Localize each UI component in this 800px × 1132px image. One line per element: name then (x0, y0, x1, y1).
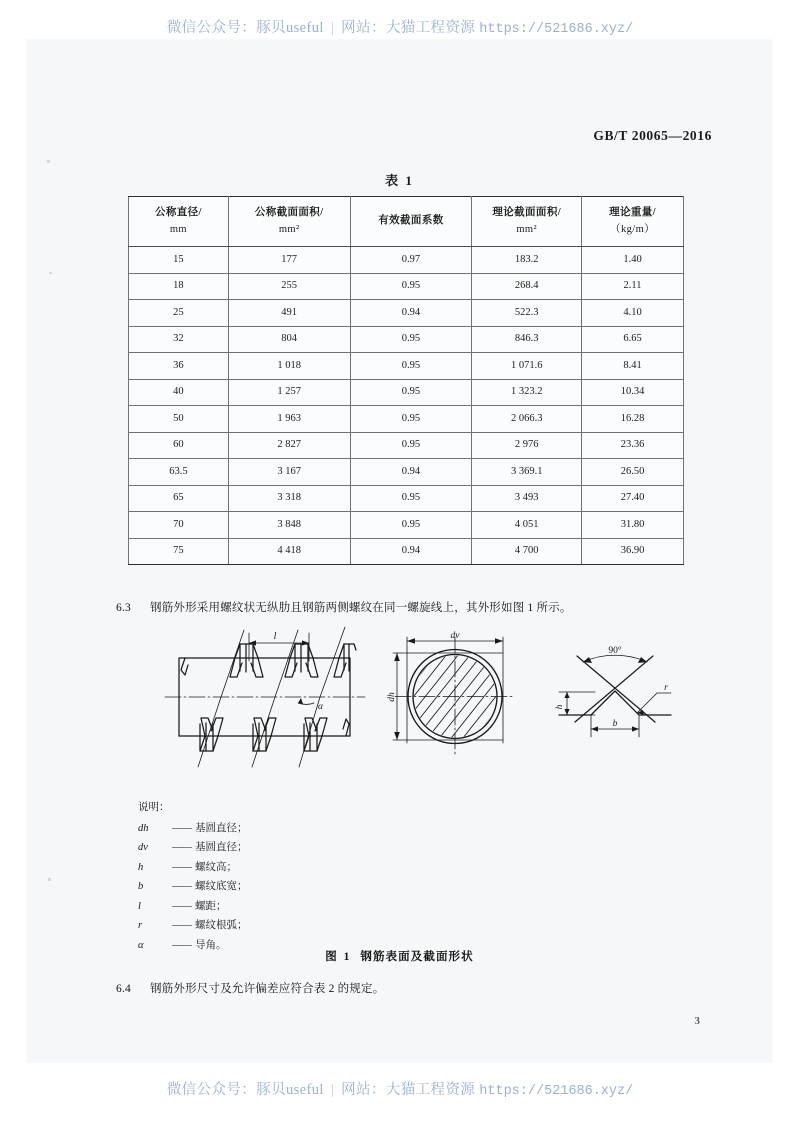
table-cell: 0.95 (350, 353, 472, 380)
table-cell: 3 318 (228, 485, 350, 512)
legend-symbol: r (138, 920, 143, 931)
table-cell: 0.95 (350, 485, 472, 512)
legend-dash: —— (172, 822, 191, 834)
watermark-wechat-label: 微信公众号： (166, 20, 257, 36)
figure-caption-number: 图 1 (325, 951, 352, 963)
table-cell: 255 (228, 273, 350, 300)
watermark-site-label: 网站： (341, 1082, 386, 1098)
watermark-site-name: 大猫工程资源 (385, 20, 476, 36)
legend-dash: —— (172, 842, 191, 853)
legend-dash: —— (172, 920, 191, 931)
table-row (129, 406, 684, 433)
table-cell: 183.2 (472, 247, 582, 274)
legend-description: 螺距； (195, 900, 227, 912)
legend-description: 螺纹底宽； (195, 881, 248, 892)
legend-symbol: dv (138, 842, 148, 853)
rebar-cross-section (385, 625, 523, 770)
table-cell: 1.40 (582, 247, 684, 274)
watermark-url: https://521686.xyz/ (479, 22, 634, 37)
figure-legend (138, 798, 248, 955)
legend-symbol: dh (138, 822, 149, 834)
table-cell: 63.5 (129, 459, 229, 486)
table-row (129, 273, 684, 300)
table-cell: 804 (228, 326, 350, 353)
table-header-cell (472, 197, 582, 247)
table-header-cell (228, 197, 350, 247)
watermark-top (0, 16, 800, 37)
legend-dash: —— (172, 861, 191, 873)
clause-6-3 (116, 599, 572, 615)
legend-rows (138, 819, 248, 956)
table-cell: 36 (129, 353, 229, 380)
scan-speck (47, 160, 50, 163)
watermark-site-label: 网站： (341, 20, 386, 36)
legend-item (138, 897, 248, 917)
header-unit: mm² (278, 224, 300, 235)
table-cell: 18 (129, 273, 229, 300)
table-cell: 1 257 (228, 379, 350, 406)
table-row (129, 300, 684, 327)
table-cell: 177 (228, 247, 350, 274)
table-cell: 2 976 (472, 432, 582, 459)
table-cell: 3 369.1 (472, 459, 582, 486)
header-name: 公称截面面积/ (254, 206, 324, 218)
table-cell: 1 963 (228, 406, 350, 433)
clause-number: 6.4 (116, 983, 131, 995)
legend-dash: —— (172, 900, 191, 912)
legend-symbol: h (138, 861, 144, 873)
header-name: 公称直径/ (154, 206, 202, 218)
table-cell: 32 (129, 326, 229, 353)
legend-description: 导角。 (195, 939, 227, 951)
table-cell: 4.10 (582, 300, 684, 327)
table-cell: 0.97 (350, 247, 472, 274)
standard-number: GB/T 20065—2016 (593, 128, 712, 143)
table-cell: 4 700 (472, 538, 582, 565)
legend-symbol: l (138, 900, 141, 912)
table-cell: 491 (228, 300, 350, 327)
figure-caption-text: 钢筋表面及截面形状 (360, 951, 474, 963)
table-cell: 846.3 (472, 326, 582, 353)
table-row (129, 432, 684, 459)
table-cell: 0.95 (350, 379, 472, 406)
table-title: 表 1 (385, 173, 414, 188)
table-cell: 27.40 (582, 485, 684, 512)
scan-speck (49, 272, 52, 274)
legend-dash: —— (172, 939, 191, 951)
table-cell: 0.94 (350, 300, 472, 327)
rebar-side-view (165, 627, 365, 767)
table-cell: 16.28 (582, 406, 684, 433)
legend-symbol: b (138, 881, 144, 892)
legend-description: 基圆直径； (195, 822, 248, 834)
figure-label-b: b (612, 719, 618, 729)
table-row (129, 512, 684, 539)
clause-number: 6.3 (116, 602, 131, 614)
legend-heading: 说明： (138, 802, 170, 813)
table-cell: 70 (129, 512, 229, 539)
document-page (27, 40, 772, 1062)
table-header-cell (582, 197, 684, 247)
table-cell: 3 167 (228, 459, 350, 486)
table-cell: 0.95 (350, 273, 472, 300)
figure-label-h: h (555, 704, 565, 710)
header-name: 有效截面系数 (378, 215, 444, 227)
watermark-wechat-name: 豚贝useful (256, 20, 324, 36)
watermark-wechat-name: 豚贝useful (256, 1082, 324, 1098)
table-cell: 0.95 (350, 432, 472, 459)
legend-description: 螺纹高； (195, 861, 237, 873)
table-cell: 36.90 (582, 538, 684, 565)
figure-caption (27, 948, 772, 964)
header-unit: （kg/m） (610, 224, 656, 235)
figure-label-alpha: α (318, 702, 323, 712)
header-unit: mm (169, 224, 187, 235)
figure-label-pitch: l (273, 631, 277, 642)
watermark-separator: | (330, 20, 335, 36)
table-row (129, 459, 684, 486)
legend-description: 基圆直径； (195, 842, 248, 853)
figure-label-90deg: 90° (608, 646, 622, 656)
clause-text: 钢筋外形采用螺纹状无纵肋且钢筋两侧螺纹在同一螺旋线上，其外形如图 1 所示。 (150, 602, 572, 614)
table-cell: 3 848 (228, 512, 350, 539)
table-cell: 10.34 (582, 379, 684, 406)
header-name: 理论截面面积/ (492, 206, 562, 218)
table-body (129, 247, 684, 565)
table-cell: 60 (129, 432, 229, 459)
table-cell: 2.11 (582, 273, 684, 300)
legend-description: 螺纹根弧； (195, 920, 248, 931)
table-row (129, 485, 684, 512)
legend-dash: —— (172, 881, 191, 892)
page-number: 3 (694, 1015, 700, 1027)
header-name: 理论重量/ (609, 206, 656, 218)
table-cell: 1 018 (228, 353, 350, 380)
table-cell: 65 (129, 485, 229, 512)
legend-item (138, 858, 248, 878)
rebar-specification-table (128, 196, 684, 565)
table-cell: 4 051 (472, 512, 582, 539)
table-header-cell (129, 197, 229, 247)
table-row (129, 247, 684, 274)
table-cell: 26.50 (582, 459, 684, 486)
watermark-url: https://521686.xyz/ (479, 1084, 634, 1099)
figure-label-r: r (664, 683, 668, 693)
legend-symbol: α (138, 939, 144, 951)
table-cell: 1 071.6 (472, 353, 582, 380)
clause-6-4 (116, 980, 384, 996)
legend-item (138, 916, 248, 936)
table-header-cell (350, 197, 472, 247)
table-cell: 23.36 (582, 432, 684, 459)
table-cell: 75 (129, 538, 229, 565)
legend-item (138, 819, 248, 839)
watermark-site-name: 大猫工程资源 (385, 1082, 476, 1098)
figure-label-dh: dh (387, 692, 397, 702)
table-cell: 31.80 (582, 512, 684, 539)
table-cell: 4 418 (228, 538, 350, 565)
table-row (129, 326, 684, 353)
table-cell: 0.94 (350, 538, 472, 565)
watermark-wechat-label: 微信公众号： (166, 1082, 257, 1098)
legend-item (138, 838, 248, 858)
table-cell: 2 827 (228, 432, 350, 459)
table-cell: 40 (129, 379, 229, 406)
table-cell: 3 493 (472, 485, 582, 512)
table-cell: 50 (129, 406, 229, 433)
table-cell: 522.3 (472, 300, 582, 327)
table-cell: 15 (129, 247, 229, 274)
scan-speck (48, 878, 51, 881)
watermark-separator: | (330, 1082, 335, 1098)
table-cell: 25 (129, 300, 229, 327)
table-row (129, 353, 684, 380)
table-cell: 0.94 (350, 459, 472, 486)
legend-item (138, 877, 248, 897)
table-cell: 0.95 (350, 326, 472, 353)
table-cell: 268.4 (472, 273, 582, 300)
table-cell: 2 066.3 (472, 406, 582, 433)
clause-text: 钢筋外形尺寸及允许偏差应符合表 2 的规定。 (150, 983, 385, 995)
watermark-bottom (0, 1078, 800, 1099)
table-cell: 8.41 (582, 353, 684, 380)
table-header-row (129, 197, 684, 247)
figure-label-dv: dv (450, 631, 460, 641)
table-row (129, 538, 684, 565)
table-cell: 0.95 (350, 406, 472, 433)
table-cell: 6.65 (582, 326, 684, 353)
figure-1-drawing (157, 625, 687, 770)
table-cell: 1 323.2 (472, 379, 582, 406)
header-unit: mm² (516, 224, 538, 235)
table-cell: 0.95 (350, 512, 472, 539)
table-row (129, 379, 684, 406)
